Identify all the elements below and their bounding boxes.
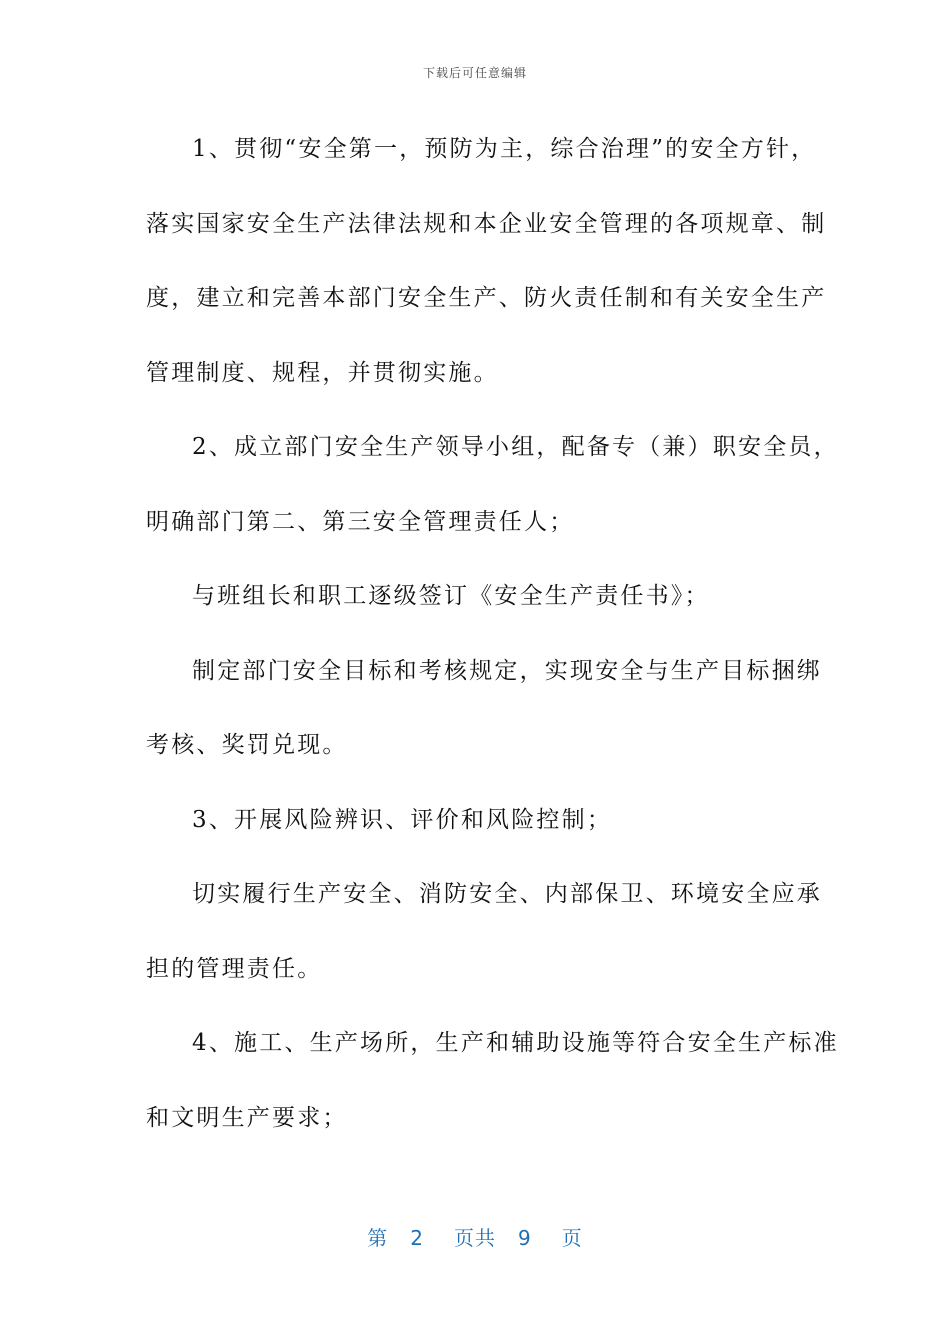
paragraph-line: 与班组长和职工逐级签订《安全生产责任书》； [192,583,710,609]
paragraph-line: 担的管理责任。 [146,955,323,982]
paragraph-line: 落实国家安全生产法律法规和本企业安全管理的各项规章、制 [146,210,827,237]
footer-middle: 页共 [454,1226,496,1250]
paragraph-line: 和文明生产要求； [146,1104,348,1131]
footer-prefix: 第 [367,1226,389,1250]
paragraph-line: 考核、奖罚兑现。 [146,732,348,758]
page-footer [0,1222,950,1251]
paragraph-line: 管理制度、规程，并贯彻实施。 [146,359,499,386]
paragraph-line: 度，建立和完善本部门安全生产、防火责任制和有关安全生产 [146,285,827,311]
footer-suffix: 页 [561,1226,583,1250]
header-note: 下载后可任意编辑 [422,66,527,80]
paragraph-line: 2、成立部门安全生产领导小组，配备专（兼）职安全员， [192,434,839,460]
paragraph-line: 1、贯彻“安全第一，预防为主，综合治理”的安全方针， [192,136,817,162]
footer-current-page: 2 [410,1226,424,1250]
body-text [146,112,839,1155]
paragraph-line: 制定部门安全目标和考核规定，实现安全与生产目标捆绑 [192,657,822,684]
paragraph-line: 3、开展风险辨识、评价和风险控制； [192,806,613,833]
paragraph-line: 4、施工、生产场所，生产和辅助设施等符合安全生产标准 [192,1030,839,1056]
paragraph-line: 明确部门第二、第三安全管理责任人； [146,508,575,535]
paragraph-line: 切实履行生产安全、消防安全、内部保卫、环境安全应承 [192,881,822,907]
footer-total-pages: 9 [518,1226,532,1250]
